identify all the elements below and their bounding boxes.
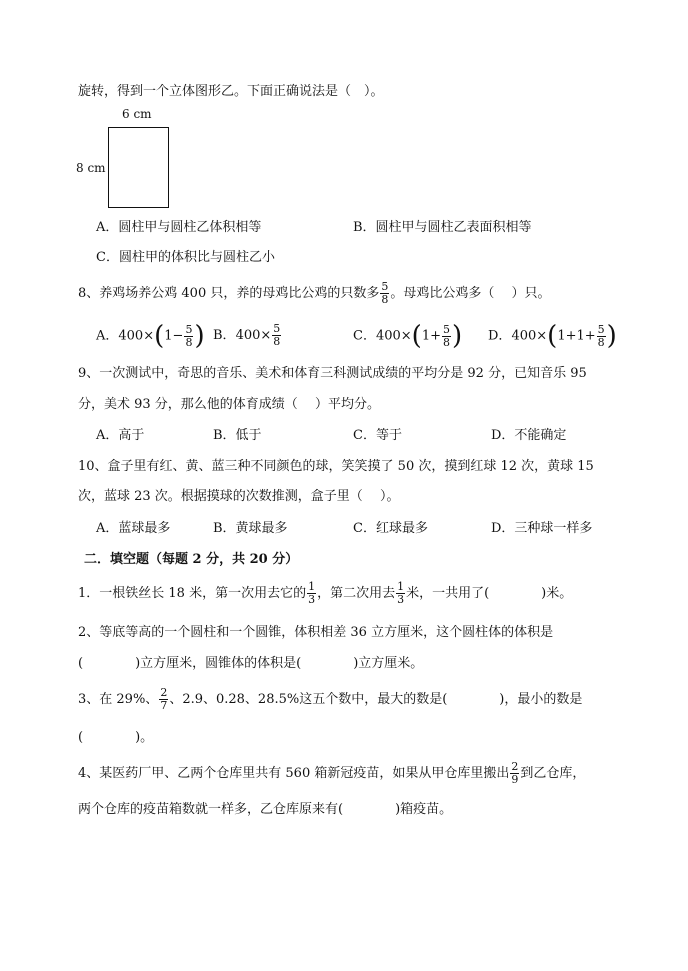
frac-num: 5 (443, 322, 450, 336)
section-2-heading: 二．填空题（每题 2 分，共 20 分） (84, 552, 299, 567)
q7-option-c: C．圆柱甲的体积比与圆柱乙小 (96, 250, 275, 265)
fill-1-text-a: 1．一根铁丝长 18 米，第一次用去它的 (78, 586, 307, 601)
q10-line2: 次，蓝球 23 次。根据摸球的次数推测，盒子里（ ）。 (78, 489, 400, 504)
frac-num: 5 (597, 322, 605, 336)
q9-option-d: D．不能确定 (491, 428, 567, 443)
q8-option-c-expr: 400× (375, 328, 412, 344)
frac-den: 8 (443, 335, 450, 349)
frac-den: 3 (308, 593, 316, 606)
q9-line2: 分，美术 93 分，那么他的体育成绩（ ）平均分。 (78, 397, 380, 412)
frac-den: 8 (597, 335, 605, 349)
frac-num: 1 (397, 580, 405, 594)
q8-option-a-fraction (184, 324, 193, 348)
q8-option-c-inner: 1+ (421, 328, 441, 344)
q8-option-d-label: D． (488, 328, 512, 344)
q9-option-b: B．低于 (213, 428, 262, 443)
frac-den: 8 (185, 335, 193, 349)
q7-option-b: B．圆柱甲与圆柱乙表面积相等 (353, 220, 532, 235)
q8-text-after: 。母鸡比公鸡多（ ）只。 (390, 286, 551, 301)
q8-option-b-label: B． (213, 328, 236, 343)
rect-height-label: 8 cm (76, 161, 106, 175)
q8-option-b-expr: 400× (235, 328, 272, 343)
q8-option-a-expr: 400× (118, 328, 155, 344)
fill-4-line2: 两个仓库的疫苗箱数就一样多，乙仓库原来有( )箱疫苗。 (78, 802, 453, 817)
q10-option-a: A．蓝球最多 (96, 521, 171, 536)
q8-fraction (380, 281, 389, 305)
frac-num: 2 (511, 760, 519, 774)
q8-fraction-num: 5 (381, 280, 389, 294)
q10-option-b: B．黄球最多 (213, 521, 288, 536)
q8-option-c-fraction (442, 324, 451, 348)
q8-option-d-expr: 400× (511, 328, 548, 344)
fill-3-text-b: 、2.9、0.28、28.5%这五个数中，最大的数是( )，最小的数是 (169, 692, 583, 707)
fill-1-fraction-a (307, 581, 316, 605)
rect-width-label: 6 cm (122, 107, 152, 121)
q9-option-a: A．高于 (96, 428, 145, 443)
q10-option-c: C．红球最多 (353, 521, 428, 536)
fill-2-line2: ( )立方厘米，圆锥体的体积是( )立方厘米。 (78, 656, 424, 671)
q8-option-a-inner: 1− (164, 328, 184, 344)
q9-line1: 9、一次测试中，奇思的音乐、美术和体育三科测试成绩的平均分是 92 分，已知音乐 95 (78, 366, 587, 381)
frac-den: 3 (397, 593, 405, 606)
q10-line1: 10、盒子里有红、黄、蓝三种不同颜色的球，笑笑摸了 50 次，摸到红球 12 次，黄球 15 (78, 459, 594, 474)
frac-den: 9 (511, 773, 519, 786)
q8-option-d: D．400×(1+1+ $\frac{5}{8}$ ) (488, 321, 617, 351)
q8-option-b (213, 320, 282, 352)
fill-1 (78, 578, 572, 610)
fill-3-text-a: 3、在 29%、 (78, 692, 159, 707)
frac-num: 1 (308, 580, 316, 594)
q9-option-c: C．等于 (353, 428, 402, 443)
q8-option-a: A．400×(1− $\frac{5}{8}$ ) (96, 321, 205, 351)
fill-4-fraction (510, 761, 519, 785)
fill-4-line1 (78, 758, 585, 790)
q8-text-before: 8、养鸡场养公鸡 400 只，养的母鸡比公鸡的只数多 (78, 286, 380, 301)
frac-num: 2 (160, 686, 168, 700)
frac-num: 5 (185, 322, 193, 336)
q8-option-b-fraction (272, 323, 281, 347)
fill-3-fraction (159, 687, 168, 711)
frac-num: 5 (273, 322, 281, 336)
frac-den: 7 (160, 699, 168, 712)
rectangle-figure (108, 127, 169, 208)
fill-1-fraction-b (396, 581, 405, 605)
q8-text (78, 280, 551, 308)
fill-1-text-c: 米，一共用了( )米。 (406, 586, 573, 601)
q8-option-d-fraction (597, 324, 606, 348)
q8-fraction-den: 8 (381, 293, 389, 306)
q8-option-c-label: C． (353, 328, 376, 344)
fill-4-text-a: 4、某医药厂甲、乙两个仓库里共有 560 箱新冠疫苗，如果从甲仓库里搬出 (78, 766, 510, 781)
q10-option-d: D．三种球一样多 (491, 521, 593, 536)
q8-option-c: C．400×(1+ $\frac{5}{8}$ ) (353, 321, 463, 351)
fill-1-text-b: ，第二次用去 (317, 586, 396, 601)
frac-den: 8 (273, 335, 281, 348)
fill-3-line2: ( )。 (78, 730, 154, 745)
fill-4-text-b: 到乙仓库， (520, 766, 586, 781)
q7-option-a: A．圆柱甲与圆柱乙体积相等 (96, 220, 262, 235)
q8-option-d-inner: 1+1+ (557, 328, 596, 344)
q8-option-a-label: A． (96, 328, 119, 344)
q7-text: 旋转，得到一个立体图形乙。下面正确说法是（ ）。 (78, 84, 384, 99)
fill-2-line1: 2、等底等高的一个圆柱和一个圆锥，体积相差 36 立方厘米，这个圆柱体的体积是 (78, 625, 554, 640)
fill-3-line1 (78, 684, 582, 716)
